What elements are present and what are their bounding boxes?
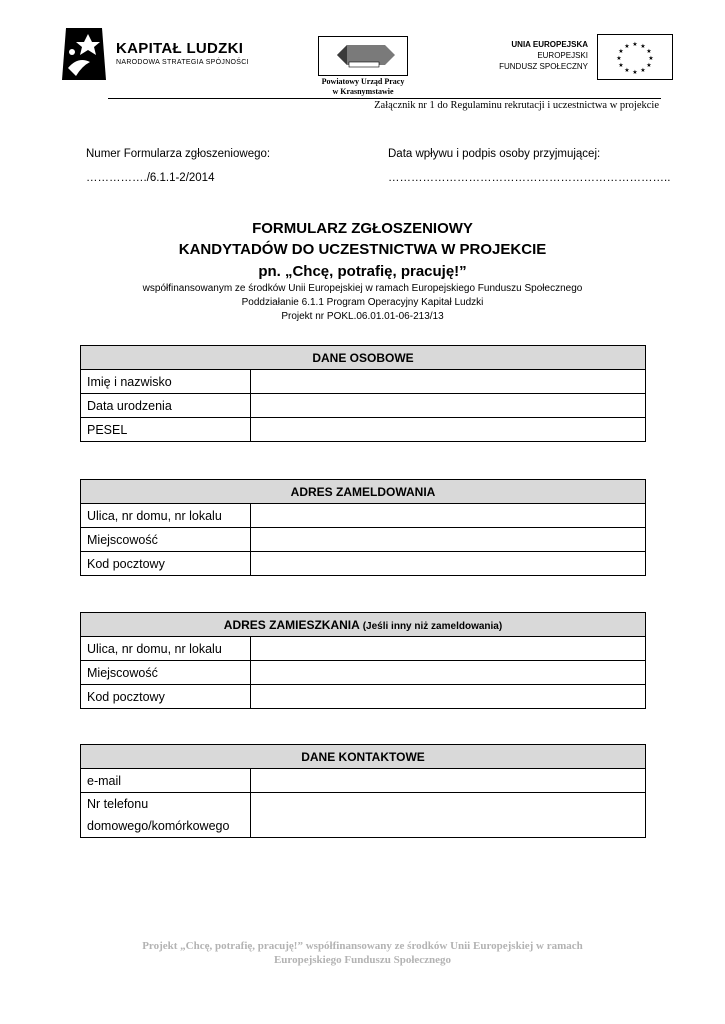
registered-street-field[interactable] xyxy=(251,504,646,528)
residence-postcode-field[interactable] xyxy=(251,685,646,709)
pup-logo-icon xyxy=(318,36,408,76)
svg-text:★: ★ xyxy=(646,48,652,55)
table-header xyxy=(81,613,646,637)
full-name-field[interactable] xyxy=(251,370,646,394)
form-number-label: Numer Formularza zgłoszeniowego: xyxy=(86,148,271,160)
table-row xyxy=(81,793,646,838)
annex-note: Załącznik nr 1 do Regulaminu rekrutacji i uczestnictwa w projekcie xyxy=(374,100,659,111)
table-row xyxy=(81,552,646,576)
table-row xyxy=(81,418,646,442)
header-rule xyxy=(108,98,661,99)
registered-postcode-field[interactable] xyxy=(251,552,646,576)
residence-address-table xyxy=(80,612,646,709)
svg-text:★: ★ xyxy=(624,43,630,50)
form-subtitle-project-number: Projekt nr POKL.06.01.01-06-213/13 xyxy=(281,311,444,322)
registered-address-table xyxy=(80,479,646,576)
svg-text:★: ★ xyxy=(648,55,654,62)
eu-flag-icon xyxy=(597,34,673,80)
ue-label-line3: FUNDUSZ SPOŁECZNY xyxy=(499,62,588,71)
kapital-ludzki-logo-icon xyxy=(62,28,106,80)
svg-text:★: ★ xyxy=(632,69,638,76)
table-row xyxy=(81,661,646,685)
table-header: DANE OSOBOWE xyxy=(81,346,646,370)
form-title-line1: FORMULARZ ZGŁOSZENIOWY xyxy=(252,220,473,237)
contact-data-table xyxy=(80,744,646,838)
table-header: ADRES ZAMELDOWANIA xyxy=(81,480,646,504)
form-subtitle-funding: współfinansowanym ze środków Unii Europejskiej w ramach Europejskiego Funduszu Społecznego xyxy=(142,283,583,294)
row-label: Data urodzenia xyxy=(81,394,251,418)
residence-street-field[interactable] xyxy=(251,637,646,661)
form-title-line3: pn. „Chcę, potrafię, pracuję!” xyxy=(258,263,467,280)
footer-line1: Projekt „Chcę, potrafię, pracuję!” współfinansowany ze środków Unii Europejskiej w ramach xyxy=(142,940,583,952)
svg-text:★: ★ xyxy=(632,41,638,48)
receipt-value: ……………………………………………………………….. xyxy=(388,172,671,184)
table-header-note: (Jeśli inny niż zameldowania) xyxy=(362,620,503,632)
table-row xyxy=(81,637,646,661)
svg-text:★: ★ xyxy=(616,55,622,62)
pup-name-line2: w Krasnymstawie xyxy=(332,87,394,96)
row-label: Kod pocztowy xyxy=(81,552,251,576)
table-row xyxy=(81,528,646,552)
table-row xyxy=(81,394,646,418)
registered-city-field[interactable] xyxy=(251,528,646,552)
row-label: Ulica, nr domu, nr lokalu xyxy=(81,504,251,528)
row-label: e-mail xyxy=(81,769,251,793)
table-row xyxy=(81,685,646,709)
row-label: Imię i nazwisko xyxy=(81,370,251,394)
table-header-title: ADRES ZAMIESZKANIA xyxy=(223,617,360,632)
residence-city-field[interactable] xyxy=(251,661,646,685)
form-title-line2: KANDYTADÓW DO UCZESTNICTWA W PROJEKCIE xyxy=(178,241,547,258)
footer-line2: Europejskiego Funduszu Społecznego xyxy=(273,954,452,966)
row-label: Miejscowość xyxy=(81,528,251,552)
kapital-ludzki-title: KAPITAŁ LUDZKI xyxy=(116,40,244,57)
row-label: PESEL xyxy=(81,418,251,442)
row-label: Miejscowość xyxy=(81,661,251,685)
table-row xyxy=(81,769,646,793)
svg-text:★: ★ xyxy=(624,67,630,74)
birth-date-field[interactable] xyxy=(251,394,646,418)
pesel-field[interactable] xyxy=(251,418,646,442)
ue-label-line2: EUROPEJSKI xyxy=(537,51,588,60)
personal-data-table xyxy=(80,345,646,442)
svg-text:★: ★ xyxy=(640,67,646,74)
table-row xyxy=(81,370,646,394)
row-label: Nr telefonu domowego/komórkowego xyxy=(81,793,251,838)
row-label: Ulica, nr domu, nr lokalu xyxy=(81,637,251,661)
svg-text:★: ★ xyxy=(640,43,646,50)
ue-label-line1: UNIA EUROPEJSKA xyxy=(511,40,588,49)
svg-text:★: ★ xyxy=(618,62,624,69)
phone-field[interactable] xyxy=(251,793,646,838)
pup-name-line1: Powiatowy Urząd Pracy xyxy=(321,77,405,86)
kapital-ludzki-subtitle: NARODOWA STRATEGIA SPÓJNOŚCI xyxy=(116,59,249,66)
row-label: Kod pocztowy xyxy=(81,685,251,709)
form-subtitle-program: Poddziałanie 6.1.1 Program Operacyjny Kapitał Ludzki xyxy=(241,297,484,308)
receipt-label: Data wpływu i podpis osoby przyjmującej: xyxy=(388,148,601,160)
form-number-value: ……………./6.1.1-2/2014 xyxy=(86,172,215,184)
svg-text:★: ★ xyxy=(646,62,652,69)
email-field[interactable] xyxy=(251,769,646,793)
table-row xyxy=(81,504,646,528)
svg-text:★: ★ xyxy=(618,48,624,55)
table-header: DANE KONTAKTOWE xyxy=(81,745,646,769)
